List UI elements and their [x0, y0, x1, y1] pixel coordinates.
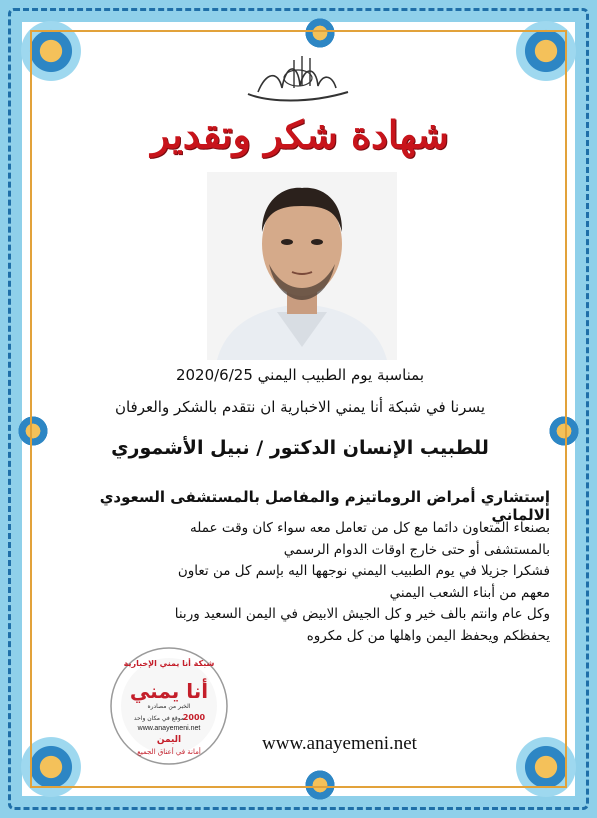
body-line: بالمستشفى أو حتى خارج اوقات الدوام الرسمي	[283, 541, 550, 558]
anayemeni-logo	[104, 646, 234, 766]
logo-number: 2000	[182, 713, 206, 722]
logo-motto: أمانة في أعناق الجميع	[137, 748, 201, 756]
certificate-body	[90, 518, 550, 647]
occasion-line: بمناسبة يوم الطبيب اليمني 2020/6/25	[175, 366, 425, 384]
logo-arc-text: شبكة أنا يمني الإخبارية	[123, 659, 215, 668]
logo-brand: أنا يمني	[129, 679, 209, 703]
honoree-name: للطبيب الإنسان الدكتور / نبيل الأشموري	[111, 437, 489, 459]
doctor-portrait	[207, 172, 397, 360]
logo-url: www.anayemeni.net	[137, 725, 201, 732]
certificate-title: شهادة شكر وتقدير	[151, 112, 449, 157]
logo-sub-tagline: موقع في مكان واحد	[133, 715, 185, 722]
body-line: فشكرا جزيلا في يوم الطبيب اليمني نوجهها اليه بإسم كل من تعاون	[177, 563, 550, 579]
calligraphy-emblem	[238, 52, 358, 108]
body-line: معهم من أبناء الشعب اليمني	[389, 584, 550, 601]
thanks-line: يسرنا في شبكة أنا يمني الاخبارية ان نتقدم بالشكر والعرفان	[114, 398, 486, 416]
logo-tagline: الخبر من مصادره	[147, 703, 191, 710]
logo-country: اليمن	[156, 735, 182, 745]
honoree-position: إستشاري أمراض الروماتيزم والمفاصل بالمستشفى السعودي الالماني	[99, 488, 550, 524]
website-link[interactable]: www.anayemeni.net	[262, 733, 417, 754]
body-line: يحفظكم ويحفظ اليمن واهلها من كل مكروه	[306, 627, 550, 644]
body-line: وكل عام وانتم بالف خير و كل الجيش الابيض في اليمن السعيد وربنا	[174, 606, 550, 622]
body-line: بصنعاء المتعاون دائما مع كل من تعامل معه سواء كان وقت عمله	[190, 520, 550, 536]
